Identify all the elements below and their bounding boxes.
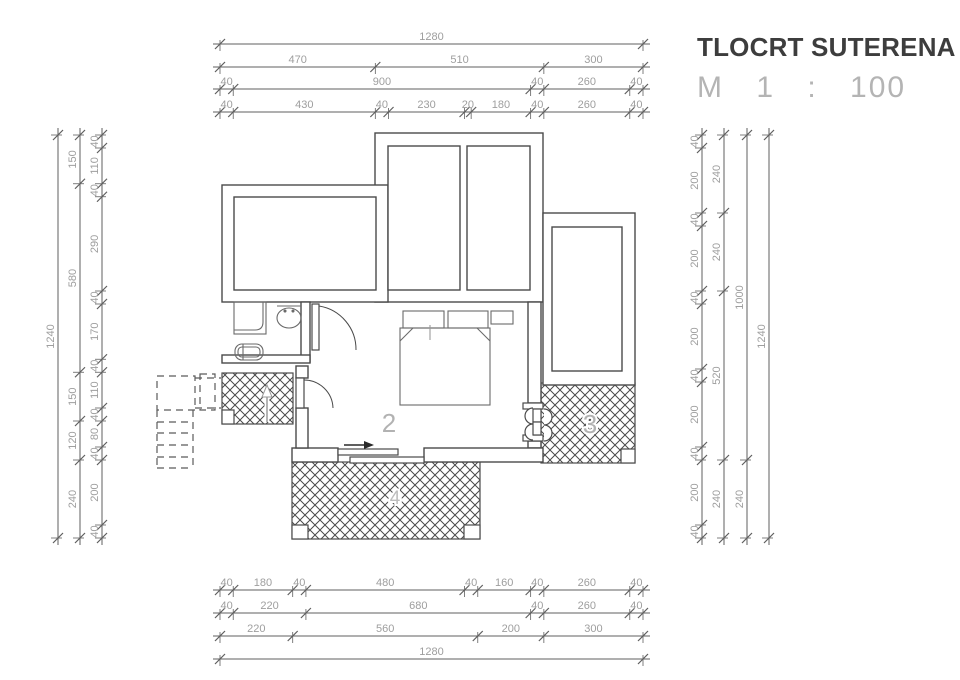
dimension-chain-left: [45, 128, 107, 545]
stair-landing: [157, 376, 195, 410]
svg-text:40: 40: [689, 525, 701, 538]
svg-text:200: 200: [689, 483, 701, 502]
shower-tray: [234, 302, 266, 334]
svg-text:260: 260: [577, 99, 596, 111]
svg-text:150: 150: [67, 387, 79, 406]
svg-text:40: 40: [220, 600, 233, 612]
svg-text:200: 200: [689, 405, 701, 424]
svg-text:510: 510: [450, 54, 469, 66]
svg-text:40: 40: [89, 447, 101, 460]
svg-text:260: 260: [577, 600, 596, 612]
room-right-inner: [552, 227, 622, 371]
svg-text:200: 200: [89, 483, 101, 502]
bed-frame: [400, 328, 490, 405]
porch-1-notch: [222, 410, 234, 424]
stair-jamb: [200, 374, 215, 410]
svg-text:580: 580: [67, 268, 79, 288]
svg-text:240: 240: [734, 489, 746, 509]
svg-text:900: 900: [372, 76, 392, 88]
entrance-door-swing: [304, 380, 333, 408]
svg-text:260: 260: [577, 577, 596, 589]
svg-text:110: 110: [89, 157, 101, 175]
svg-text:40: 40: [220, 577, 233, 589]
wall-left-lower-a: [296, 366, 308, 378]
sliding-door-panel-2: [350, 457, 424, 463]
wall-left-lower-b: [296, 408, 308, 448]
title-block: [697, 32, 956, 105]
svg-text:40: 40: [293, 577, 306, 589]
svg-text:180: 180: [491, 99, 511, 111]
nightstand: [491, 311, 513, 324]
svg-text:1280: 1280: [419, 31, 444, 43]
svg-text:40: 40: [531, 76, 544, 88]
svg-text:180: 180: [253, 577, 273, 589]
svg-text:40: 40: [630, 600, 643, 612]
french-door-panel-bottom: [533, 422, 541, 435]
wall-main-bottom-right: [424, 448, 543, 462]
sink-tap-right: [292, 310, 294, 312]
drawing-scale: M 1 : 100: [697, 71, 907, 104]
svg-text:290: 290: [89, 234, 101, 254]
svg-text:40: 40: [89, 359, 101, 372]
wall-bathroom-right: [301, 302, 310, 362]
svg-text:40: 40: [689, 447, 701, 460]
room-label-4: 4: [389, 488, 401, 509]
svg-text:40: 40: [375, 99, 389, 111]
wall-main-right-upper: [528, 302, 541, 403]
svg-text:150: 150: [67, 150, 79, 169]
dimension-chain-bottom: [213, 577, 650, 666]
dimension-chain-top: [213, 31, 650, 119]
svg-text:40: 40: [89, 135, 101, 148]
room-label-2: 2: [381, 408, 397, 438]
svg-text:40: 40: [630, 76, 643, 88]
terrace-4-notch-left: [292, 525, 308, 539]
entrance-door-leaf: [296, 378, 304, 408]
svg-text:40: 40: [689, 213, 701, 226]
svg-text:200: 200: [689, 249, 701, 268]
room-label-3: 3: [582, 409, 598, 439]
sink: [277, 308, 301, 328]
bed-fold-left: [400, 328, 413, 341]
svg-text:480: 480: [376, 577, 395, 589]
svg-text:430: 430: [295, 99, 314, 111]
bathroom-door-swing: [319, 306, 356, 350]
exterior-stairs-dashed: [157, 374, 221, 468]
svg-text:560: 560: [376, 623, 395, 635]
bed: [400, 311, 513, 405]
shower-tray-inner: [234, 302, 263, 330]
svg-text:260: 260: [577, 76, 596, 88]
svg-text:40: 40: [89, 525, 101, 538]
terrace-4-notch-right: [464, 525, 480, 539]
svg-text:40: 40: [220, 99, 233, 111]
svg-text:200: 200: [689, 171, 701, 190]
svg-text:40: 40: [220, 76, 233, 88]
svg-text:80: 80: [89, 427, 101, 441]
bathroom-fixtures: [234, 302, 301, 360]
svg-text:40: 40: [630, 99, 643, 111]
svg-text:40: 40: [89, 408, 101, 421]
svg-text:1240: 1240: [45, 324, 57, 349]
svg-text:110: 110: [89, 381, 101, 399]
room-left-inner: [234, 197, 376, 290]
wall-main-bottom-left: [292, 448, 338, 462]
svg-text:120: 120: [67, 431, 79, 450]
bathroom-door-leaf: [312, 304, 319, 350]
svg-text:240: 240: [711, 242, 723, 262]
svg-text:40: 40: [689, 135, 701, 148]
dimension-chain-right: [689, 128, 774, 545]
svg-text:220: 220: [260, 600, 279, 612]
svg-text:680: 680: [409, 600, 428, 612]
svg-text:40: 40: [531, 600, 544, 612]
wall-main-right-lower: [528, 441, 541, 448]
svg-text:520: 520: [711, 366, 723, 385]
pillow-right: [448, 311, 488, 328]
svg-text:240: 240: [67, 489, 79, 509]
svg-text:160: 160: [495, 577, 514, 589]
svg-text:300: 300: [584, 623, 603, 635]
pillow-left: [403, 311, 444, 328]
svg-text:1240: 1240: [756, 324, 768, 349]
svg-text:200: 200: [689, 327, 701, 346]
entry-arrow-head: [364, 441, 374, 449]
terrace-4-hatch: [292, 462, 480, 539]
room-middle-left-inner: [388, 146, 460, 290]
svg-text:20: 20: [461, 99, 474, 111]
drawing-title: TLOCRT SUTERENA: [697, 32, 956, 62]
svg-text:40: 40: [89, 291, 101, 304]
svg-text:220: 220: [247, 623, 266, 635]
svg-text:230: 230: [417, 99, 436, 111]
svg-text:470: 470: [288, 54, 307, 66]
sink-tap-left: [284, 310, 286, 312]
svg-text:40: 40: [689, 291, 701, 304]
svg-text:240: 240: [711, 164, 723, 184]
french-door-panel-top: [533, 409, 541, 422]
french-door-leaf-arc-top: [525, 408, 533, 424]
svg-text:40: 40: [531, 99, 544, 111]
svg-text:300: 300: [584, 54, 603, 66]
svg-text:40: 40: [89, 184, 101, 197]
svg-text:40: 40: [531, 577, 544, 589]
sliding-door-panel-1: [338, 449, 398, 455]
terrace-3-notch: [621, 449, 635, 463]
svg-text:1280: 1280: [419, 646, 444, 658]
svg-text:40: 40: [689, 369, 701, 382]
svg-text:40: 40: [465, 577, 478, 589]
svg-text:1000: 1000: [734, 285, 746, 310]
svg-text:170: 170: [89, 322, 101, 341]
svg-text:240: 240: [711, 489, 723, 509]
svg-text:40: 40: [630, 577, 643, 589]
svg-text:200: 200: [501, 623, 520, 635]
bed-fold-right: [477, 328, 490, 341]
room-middle-right-inner: [467, 146, 530, 290]
